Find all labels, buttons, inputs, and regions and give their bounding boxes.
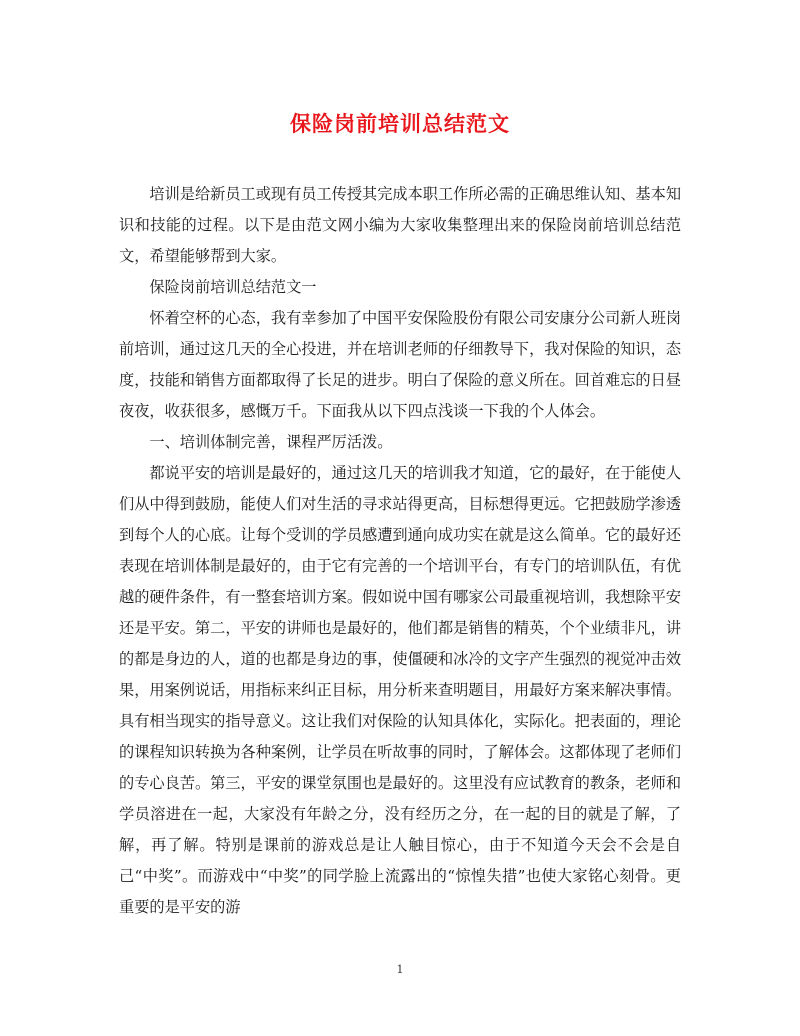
document-title: 保险岗前培训总结范文: [290, 111, 510, 136]
document-body: [119, 179, 681, 923]
section-heading-one: 保险岗前培训总结范文一: [149, 278, 317, 296]
body-paragraph: 都说平安的培训是最好的，通过这几天的培训我才知道，它的最好，在于能使人们从中得到鼓励，能使人们对生活的寻求站得更高，目标想得更远。它把鼓励学渗透到每个人的心底。让每个受训的学员感遭到通向成功实在就是这么简单。它的最好还表现在培训体制是最好的，由于它有完善的一个培训平台，有专门的培训队伍，有优越的硬件条件，有一整套培训方案。假如说中国有哪家公司最重视培训，我想除平安还是平安。第二，平安的讲师也是最好的，他们都是销售的精英，个个业绩非凡，讲的都是身边的人，道的也都是身边的事，使僵硬和冰冷的文字产生强烈的视觉冲击效果，用案例说话，用指标来纠正目标，用分析来查明题目，用最好方案来解决事情。具有相当现实的指导意义。这让我们对保险的认知具体化，实际化。把表面的，理论的课程知识转换为各种案例，让学员在听故事的同时，了解体会。这都体现了老师们的专心良苦。第三，平安的课堂氛围也是最好的。这里没有应试教育的教条，老师和学员溶进在一起，大家没有年龄之分，没有经历之分，在一起的目的就是了解，了解，再了解。特别是课前的游戏总是让人触目惊心，由于不知道今天会不会是自己“中奖”。而游戏中“中奖”的同学脸上流露出的“惊惶失措”也使大家铭心刻骨。更重要的是平安的游: [119, 464, 681, 916]
body-paragraph: 怀着空杯的心态，我有幸参加了中国平安保险股份有限公司安康分公司新人班岗前培训，通过这几天的全心投进，并在培训老师的仔细教导下，我对保险的知识，态度，技能和销售方面都取得了长足的进步。明白了保险的意义所在。回首难忘的日昼夜夜，收获很多，感慨万千。下面我从以下四点浅谈一下我的个人体会。: [119, 309, 681, 420]
intro-paragraph: 培训是给新员工或现有员工传授其完成本职工作所必需的正确思维认知、基本知识和技能的过程。以下是由范文网小编为大家收集整理出来的保险岗前培训总结范文，希望能够帮到大家。: [119, 185, 681, 265]
page-number: 1: [396, 963, 404, 976]
subsection-heading: 一、培训体制完善，课程严厉活泼。: [149, 433, 393, 451]
